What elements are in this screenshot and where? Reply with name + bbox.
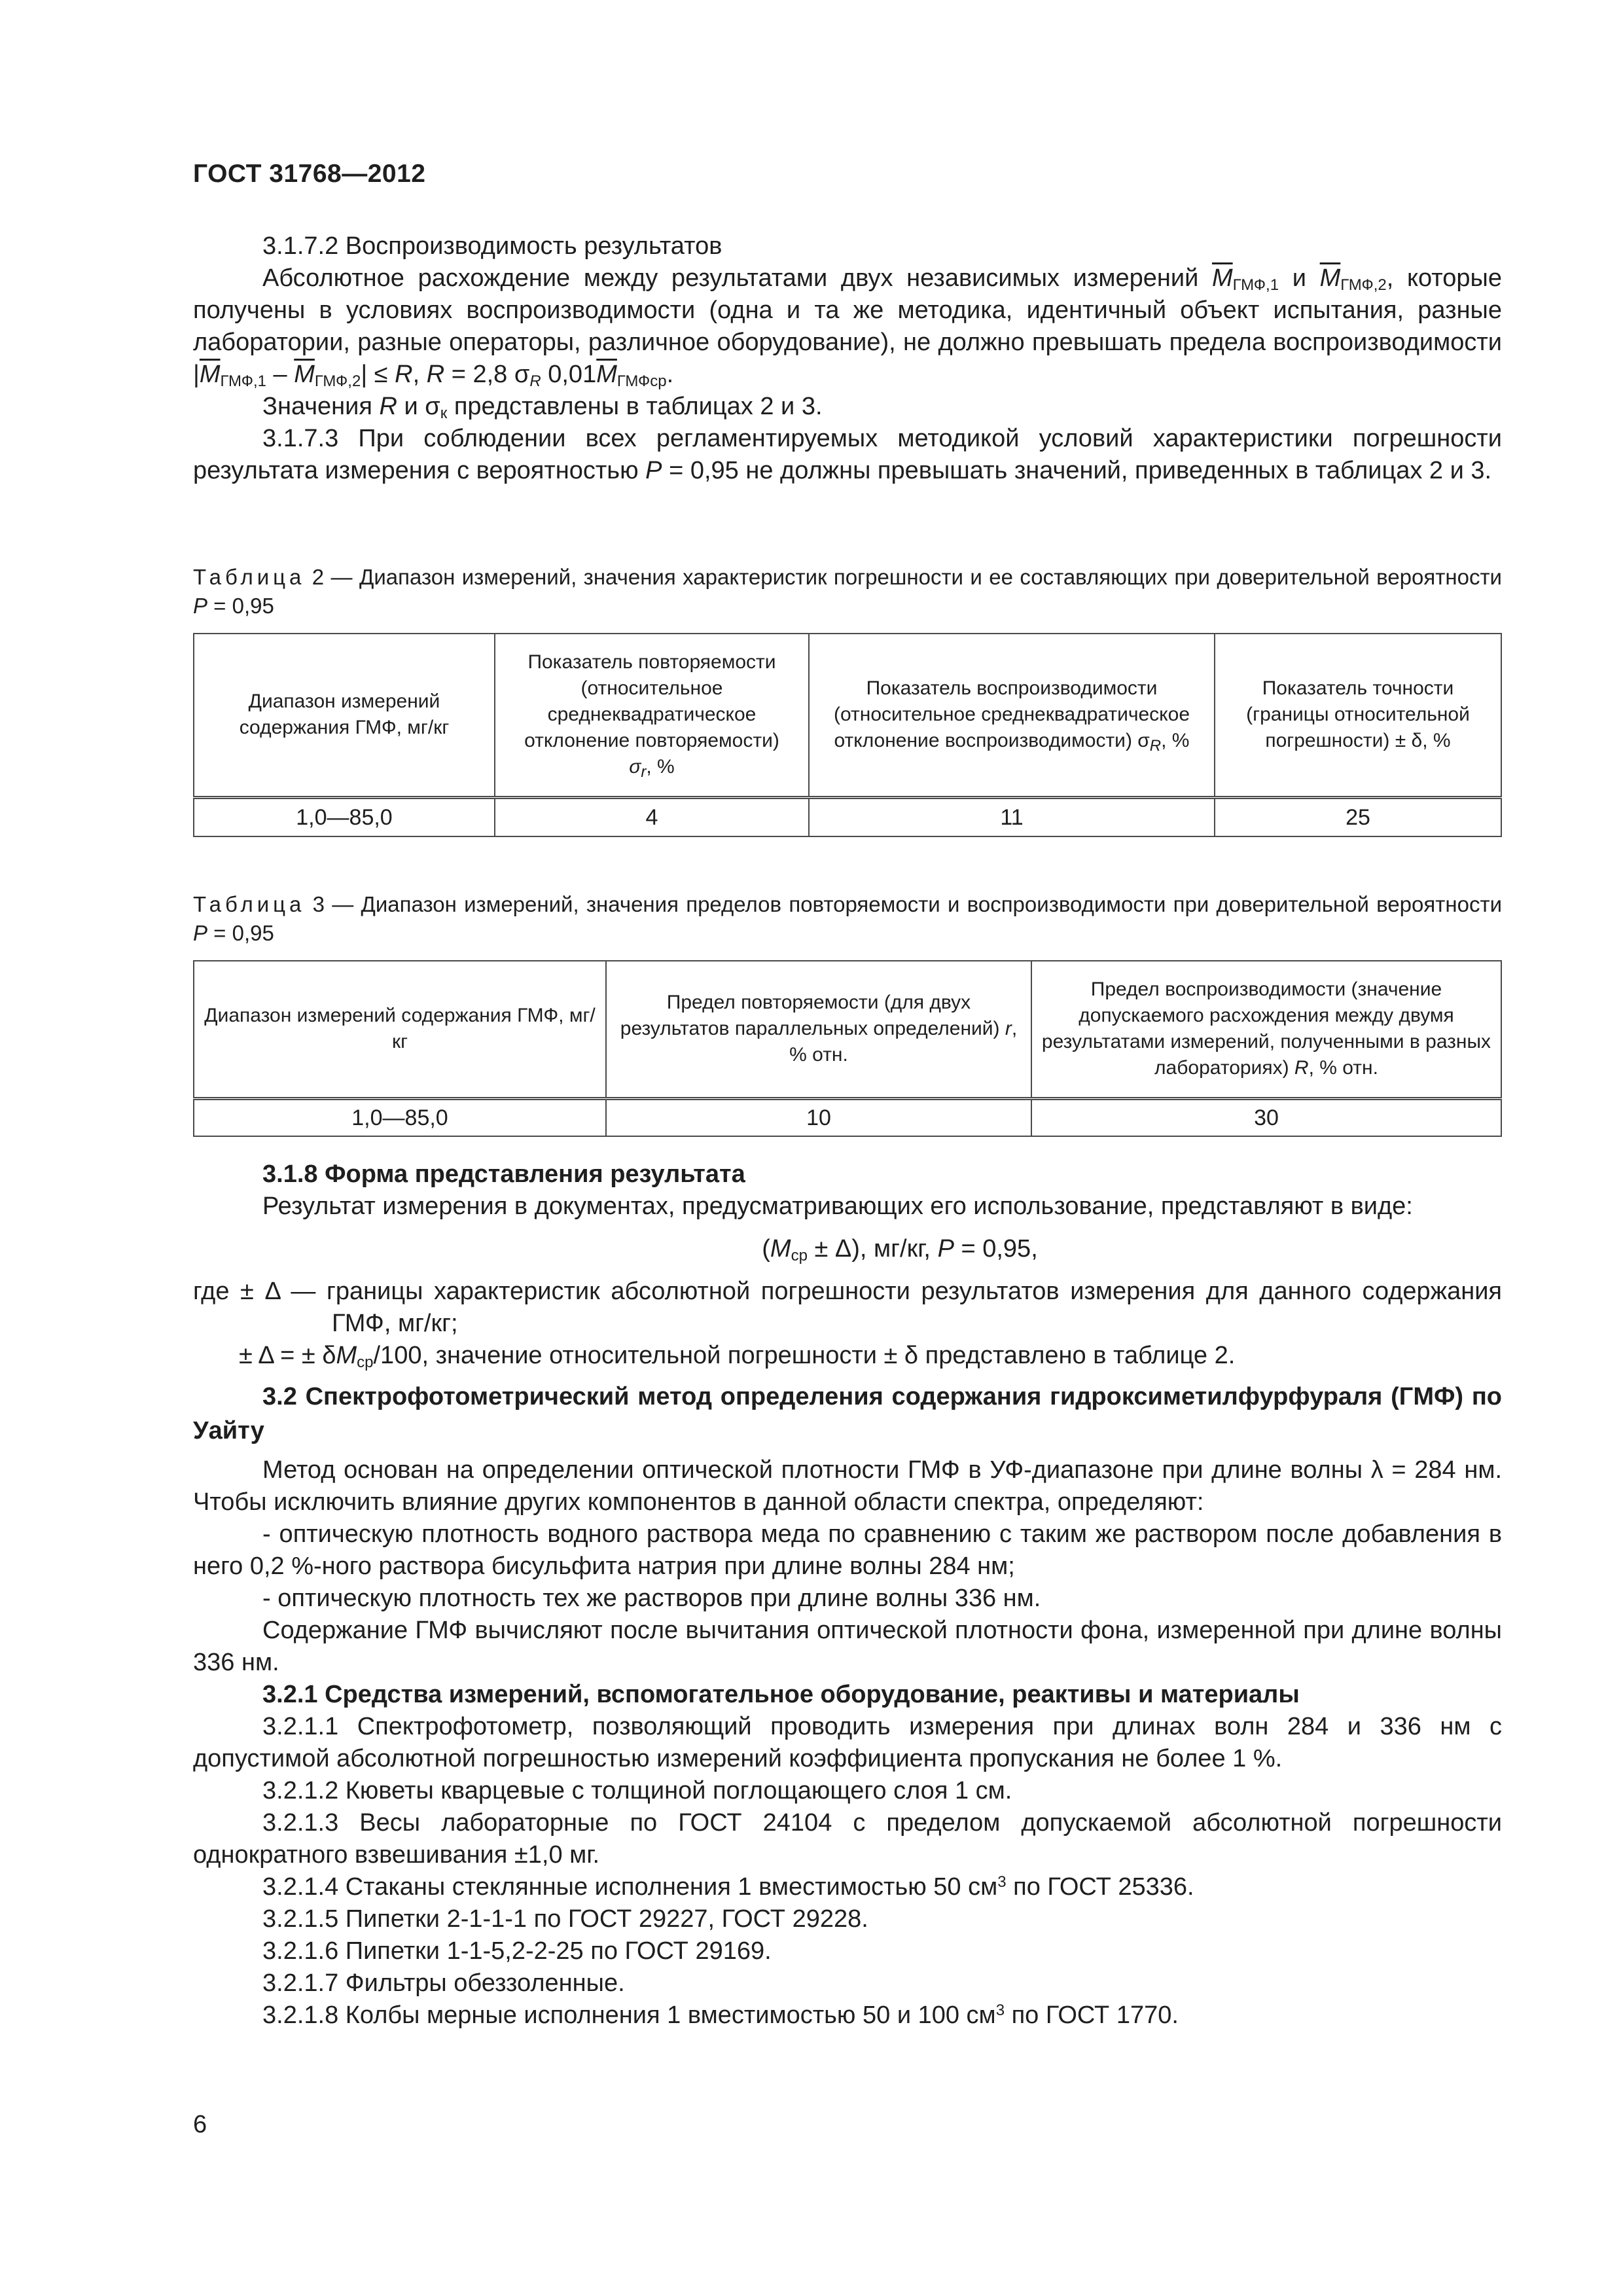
table-cell: 30 [1031, 1098, 1501, 1136]
table-cell: 1,0—85,0 [194, 1098, 606, 1136]
table-2-caption: Таблица 2 — Диапазон измерений, значения характеристик погрешности и ее составляющих при доверительной вероятности P = 0,95 [193, 565, 1502, 618]
list-item: 3.2.1.7 Фильтры обеззоленные. [262, 1969, 625, 1997]
section-3-1-7-3: 3.1.7.3 При соблюдении всех регламентируемых методикой условий характеристики погрешности результата измерения с вероятностью P = 0,95 не должны превышать значений, приведенных в таблицах 2 и 3. [193, 425, 1502, 484]
values-reference: Значения R и $\sigma_к$ представлены в таблицах 2 и 3. [262, 393, 823, 422]
table-2 [193, 633, 1502, 837]
table-3-header-repeatability-limit: Предел повторяемости (для двух результатов параллельных определений) r, % отн. [606, 961, 1031, 1098]
table-cell: 1,0—85,0 [194, 797, 495, 836]
section-title-3-1-8: 3.1.8 Форма представления результата [262, 1160, 745, 1188]
table-cell: 4 [495, 797, 809, 836]
list-item: 3.2.1.4 Стаканы стеклянные исполнения 1 вместимостью 50 $см^3$ по ГОСТ 25336. [262, 1873, 1194, 1901]
table-2-header-reproducibility: Показатель воспроизводимости (относительное среднеквадратическое отклонение воспроизводимости) $\sigma_R$, % [809, 634, 1215, 797]
section-title-3-2: 3.2 Спектрофотометрический метод определения содержания гидроксиметилфурфураля (ГМФ) по Уайту [193, 1383, 1502, 1444]
list-item: - оптическую плотность водного раствора меда по сравнению с таким же раствором после добавления в него 0,2 %-ного раствора бисульфита натрия при длине волны 284 нм; [193, 1520, 1502, 1580]
table-2-header-accuracy: Показатель точности (границы относительной погрешности) ± δ, % [1215, 634, 1501, 797]
table-2-header-range: Диапазон измерений содержания ГМФ, мг/кг [194, 634, 495, 797]
page-number: 6 [193, 2111, 207, 2138]
table-3-caption: Таблица 3 — Диапазон измерений, значения пределов повторяемости и воспроизводимости при доверительной вероятности P = 0,95 [193, 892, 1502, 945]
section-3-1-8-onward [193, 1158, 1502, 2032]
list-item: 3.2.1.1 Спектрофотометр, позволяющий проводить измерения при длинах волн 284 и 336 нм с допустимой абсолютной погрешностью измерений коэффициента пропускания не более 1 %. [193, 1713, 1502, 1772]
table-cell: 25 [1215, 797, 1501, 836]
section-3-1-7-2 [193, 230, 1502, 487]
list-item: 3.2.1.3 Весы лабораторные по ГОСТ 24104 с пределом допускаемой абсолютной погрешности однократного взвешивания ±1,0 мг. [193, 1809, 1502, 1869]
reproducibility-paragraph: Абсолютное расхождение между результатами двух независимых измерений $\overline{M}_{ГМФ,1}$ и $\overline{M}_{ГМФ,2}$, которые получены в условиях воспроизводимости (одна и та же методика, идентичный объект испытания, разные лаборатории, разные операторы, различное оборудование), не должно превышать предела воспроизводимости $|\overline{M}_{ГМФ,1} - \overline{M}_{ГМФ,2}| \le R$, R = 2,8 $\sigma_R$ $0,01\overline{M}_{ГМФср}$. [193, 264, 1502, 390]
table-cell: 11 [809, 797, 1215, 836]
table-2-header-repeatability: Показатель повторяемости (относительное среднеквадратическое отклонение повторяемости) $\sigma_r$, % [495, 634, 809, 797]
table-row [194, 797, 1501, 836]
list-item: 3.2.1.2 Кюветы кварцевые с толщиной поглощающего слоя 1 см. [262, 1777, 1012, 1804]
table-3 [193, 960, 1502, 1137]
list-item: 3.2.1.6 Пипетки 1-1-5,2-2-25 по ГОСТ 29169. [262, 1937, 772, 1965]
section-title-3-2-1: 3.2.1 Средства измерений, вспомогательное оборудование, реактивы и материалы [262, 1681, 1300, 1708]
list-item: 3.2.1.5 Пипетки 2-1-1-1 по ГОСТ 29227, ГОСТ 29228. [262, 1905, 868, 1933]
list-item: 3.2.1.8 Колбы мерные исполнения 1 вместимостью 50 и 100 $см^3$ по ГОСТ 1770. [262, 2001, 1179, 2029]
table-3-header-range: Диапазон измерений содержания ГМФ, мг/кг [194, 961, 606, 1098]
list-item: - оптическую плотность тех же растворов при длине волны 336 нм. [262, 1585, 1041, 1612]
delta-definition: ± Δ = ± $\delta M_{ср}/100$, значение относительной погрешности ± δ представлено в таблице 2. [239, 1342, 1236, 1371]
table-row [194, 1098, 1501, 1136]
where-definition: где ± Δ — границы характеристик абсолютной погрешности результатов измерения для данного содержания ГМФ, мг/кг; [193, 1278, 1502, 1337]
result-formula: $(M_{ср} \pm \Delta)$, мг/кг, P = 0,95, [762, 1235, 1038, 1265]
table-cell: 10 [606, 1098, 1031, 1136]
section-title-3-1-7-2: 3.1.7.2 Воспроизводимость результатов [262, 232, 722, 260]
document-header: ГОСТ 31768—2012 [193, 160, 426, 188]
result-form-paragraph: Результат измерения в документах, предусматривающих его использование, представляют в виде: [262, 1193, 1413, 1220]
content-paragraph: Содержание ГМФ вычисляют после вычитания оптической плотности фона, измеренной при длине волны 336 нм. [193, 1617, 1502, 1676]
table-3-header-reproducibility-limit: Предел воспроизводимости (значение допускаемого расхождения между двумя результатами измерений, полученными в разных лабораториях) R, % отн. [1031, 961, 1501, 1098]
method-paragraph: Метод основан на определении оптической плотности ГМФ в УФ-диапазоне при длине волны λ = 284 нм. Чтобы исключить влияние других компонентов в данной области спектра, определяют: [193, 1456, 1502, 1516]
